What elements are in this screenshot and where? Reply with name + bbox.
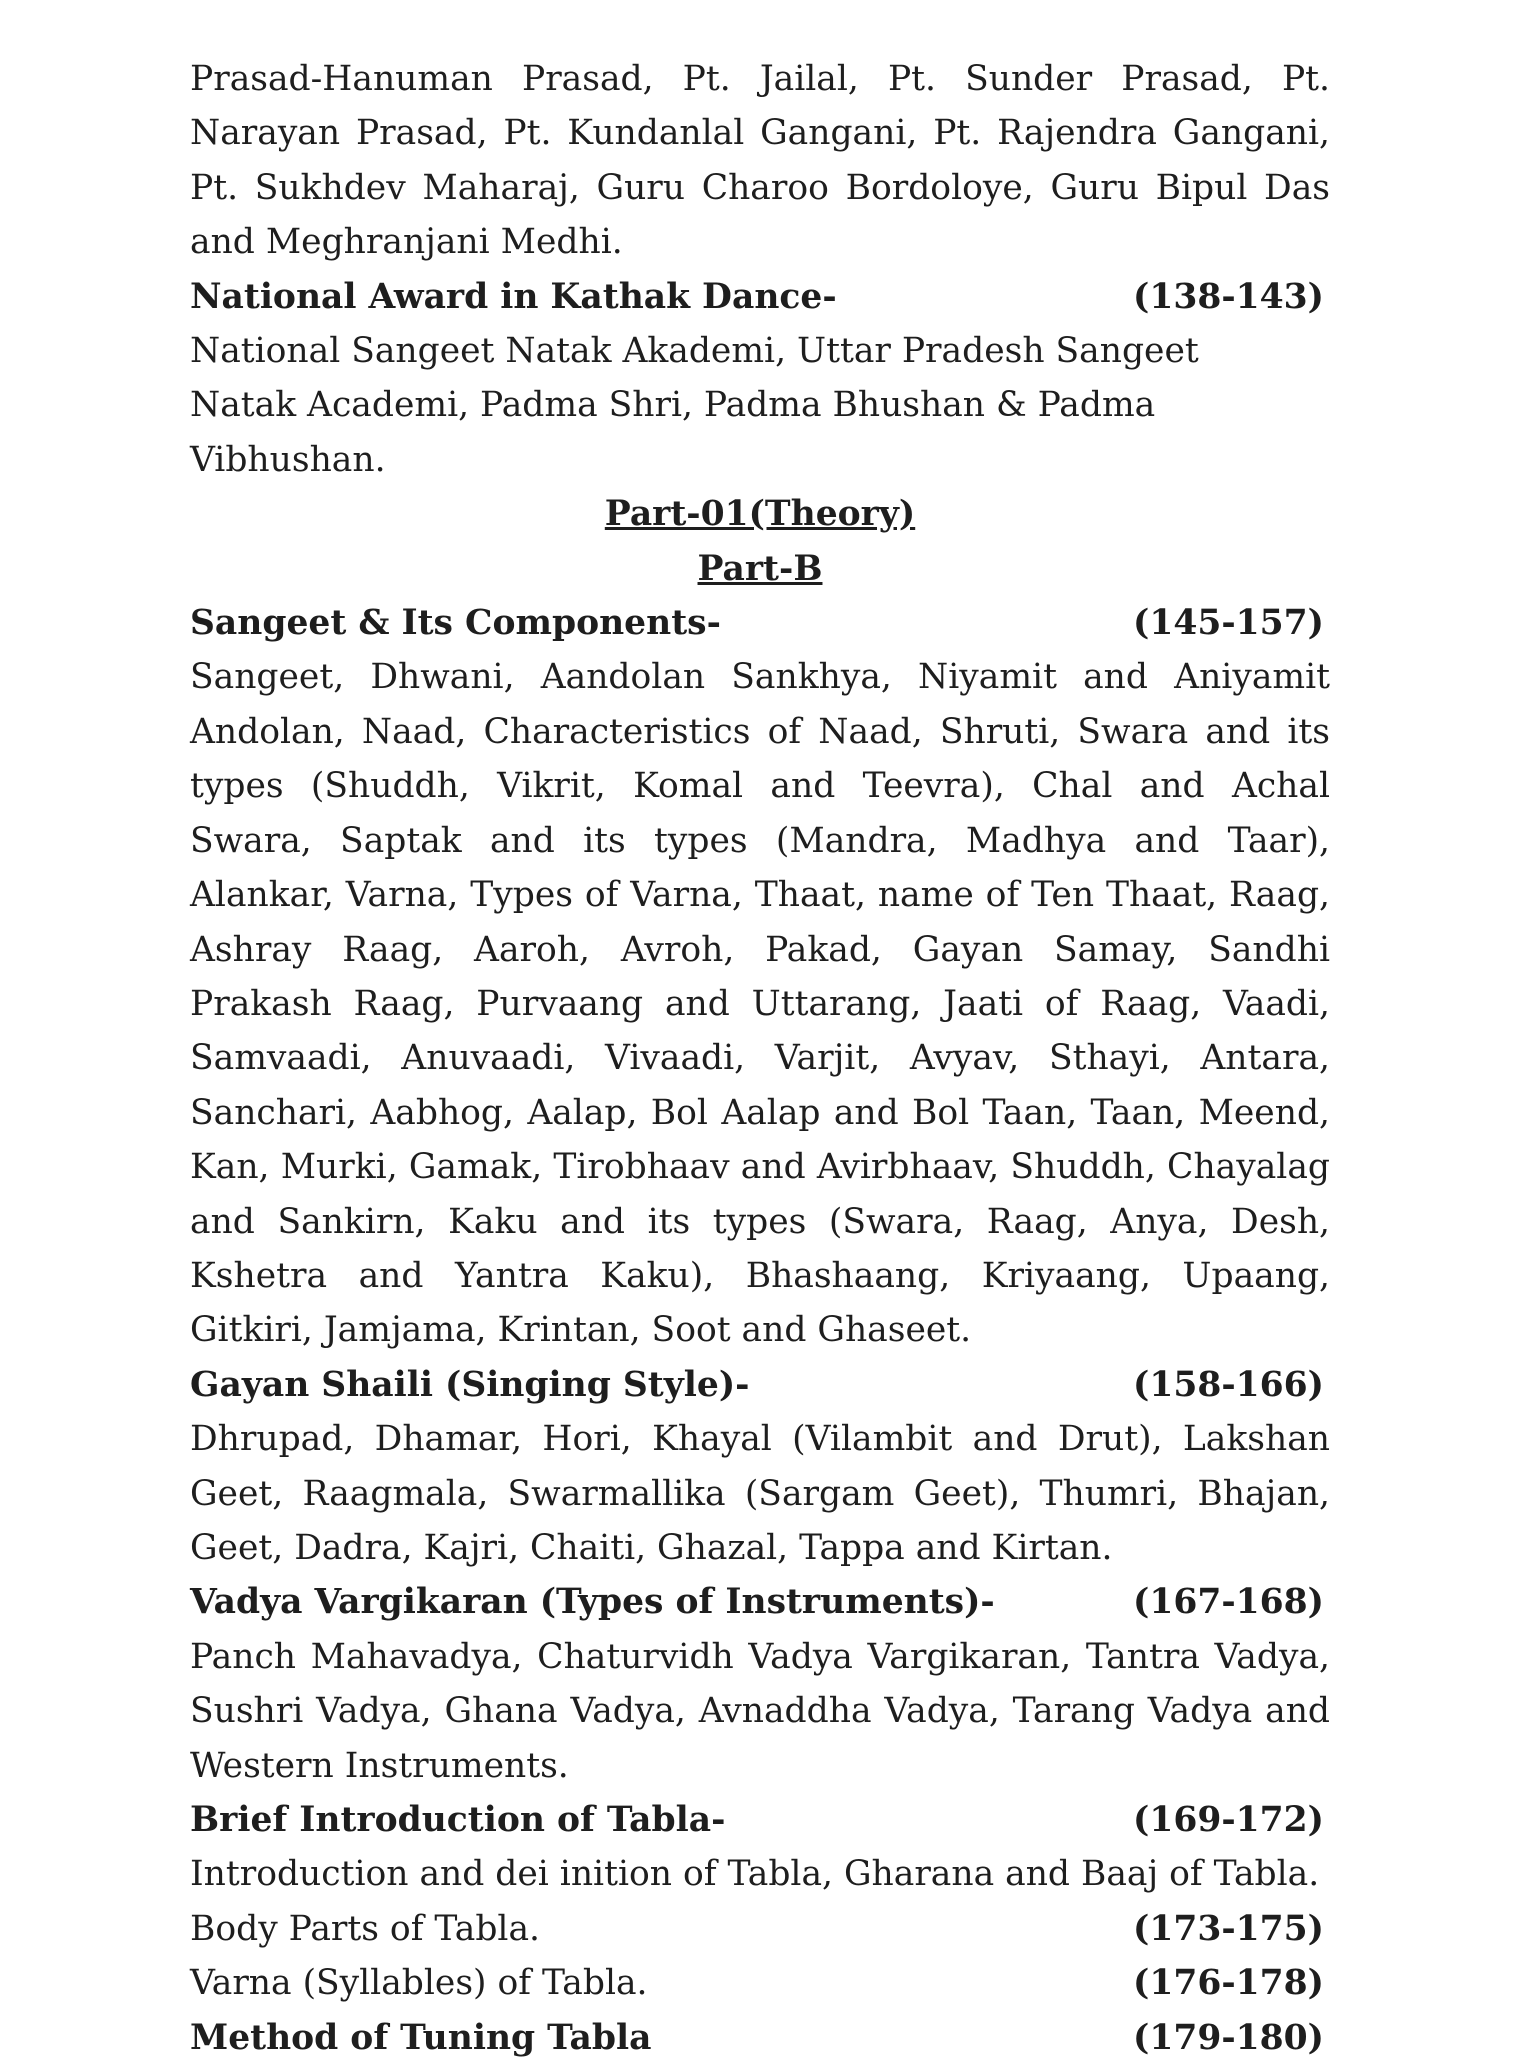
part-title: Part-01(Theory) <box>604 494 916 535</box>
page-range: (173-175) <box>1133 1908 1324 1949</box>
page-range: (145-157) <box>1133 603 1324 644</box>
section-heading-sangeet <box>190 596 1330 650</box>
section-title: Body Parts of Tabla. <box>190 1908 540 1949</box>
section-title: Varna (Syllables) of Tabla. <box>190 1963 648 2004</box>
page-range: (169-172) <box>1133 1800 1324 1840</box>
page-range: (179-180) <box>1133 2017 1324 2058</box>
section-heading-gayan-shaili <box>190 1358 1330 1412</box>
page-range: (176-178) <box>1133 1963 1324 2004</box>
section-heading-body-parts <box>190 1902 1330 1956</box>
page-range: (158-166) <box>1133 1364 1324 1405</box>
page-range: (138-143) <box>1133 276 1324 317</box>
tabla-intro-paragraph: Introduction and dei inition of Tabla, Gharana and Baaj of Tabla. <box>190 1854 1320 1895</box>
section-heading-tabla-intro <box>190 1793 1330 1847</box>
gayan-shaili-paragraph: Dhrupad, Dhamar, Hori, Khayal (Vilambit and Drut), Lakshan Geet, Raagmala, Swarmallika (Sargam Geet), Thumri, Bhajan, Geet, Dadra, Kajri, Chaiti, Ghazal, Tappa and Kirtan. <box>190 1419 1330 1568</box>
section-title: Method of Tuning Tabla <box>190 2017 652 2058</box>
page-range: (167-168) <box>1133 1582 1324 1623</box>
section-title: Brief Introduction of Tabla- <box>190 1800 726 1840</box>
section-heading-national-award <box>190 270 1330 324</box>
section-heading-tuning <box>190 2011 1330 2065</box>
national-award-line-2: Natak Academi, Padma Shri, Padma Bhushan & Padma Vibhushan. <box>190 385 1156 480</box>
national-award-line-1: National Sangeet Natak Akademi, Uttar Pradesh Sangeet <box>190 331 1199 372</box>
sangeet-paragraph: Sangeet, Dhwani, Aandolan Sankhya, Niyamit and Aniyamit Andolan, Naad, Characteristics of Naad, Shruti, Swara and its types (Shuddh, Vikrit, Komal and Teevra), Chal and Achal Swara, Saptak and its types (Mandra, Madhya and Taar), Alankar, Varna, Types of Varna, Thaat, name of Ten Thaat, Raag, Ashray Raag, Aaroh, Avroh, Pakad, Gayan Samay, Sandhi Prakash Raag, Purvaang and Uttarang, Jaati of Raag, Vaadi, Samvaadi, Anuvaadi, Vivaadi, Varjit, Avyav, Sthayi, Antara, Sanchari, Aabhog, Aalap, Bol Aalap and Bol Taan, Taan, Meend, Kan, Murki, Gamak, Tirobhaav and Avirbhaav, Shuddh, Chayalag and Sankirn, Kaku and its types (Swara, Raag, Anya, Desh, Kshetra and Yantra Kaku), Bhashaang, Kriyaang, Upaang, Gitkiri, Jamjama, Krintan, Soot and Ghaseet. <box>190 657 1330 1351</box>
document-page <box>190 52 1330 2065</box>
intro-paragraph: Prasad-Hanuman Prasad, Pt. Jailal, Pt. Sunder Prasad, Pt. Narayan Prasad, Pt. Kundanlal Gangani, Pt. Rajendra Gangani, Pt. Sukhdev Maharaj, Guru Charoo Bordoloye, Guru Bipul Das and Meghranjani Medhi. <box>190 59 1330 263</box>
section-title: Sangeet & Its Components- <box>190 603 721 644</box>
section-title: National Award in Kathak Dance- <box>190 276 837 317</box>
vadya-vargikaran-paragraph: Panch Mahavadya, Chaturvidh Vadya Vargikaran, Tantra Vadya, Sushri Vadya, Ghana Vadya, Avnaddha Vadya, Tarang Vadya and Western Instruments. <box>190 1636 1330 1786</box>
part-subtitle: Part-B <box>697 548 823 589</box>
section-title: Gayan Shaili (Singing Style)- <box>190 1364 750 1405</box>
section-heading-vadya-vargikaran <box>190 1575 1330 1629</box>
section-heading-varna <box>190 1956 1330 2010</box>
section-title: Vadya Vargikaran (Types of Instruments)- <box>190 1582 995 1623</box>
